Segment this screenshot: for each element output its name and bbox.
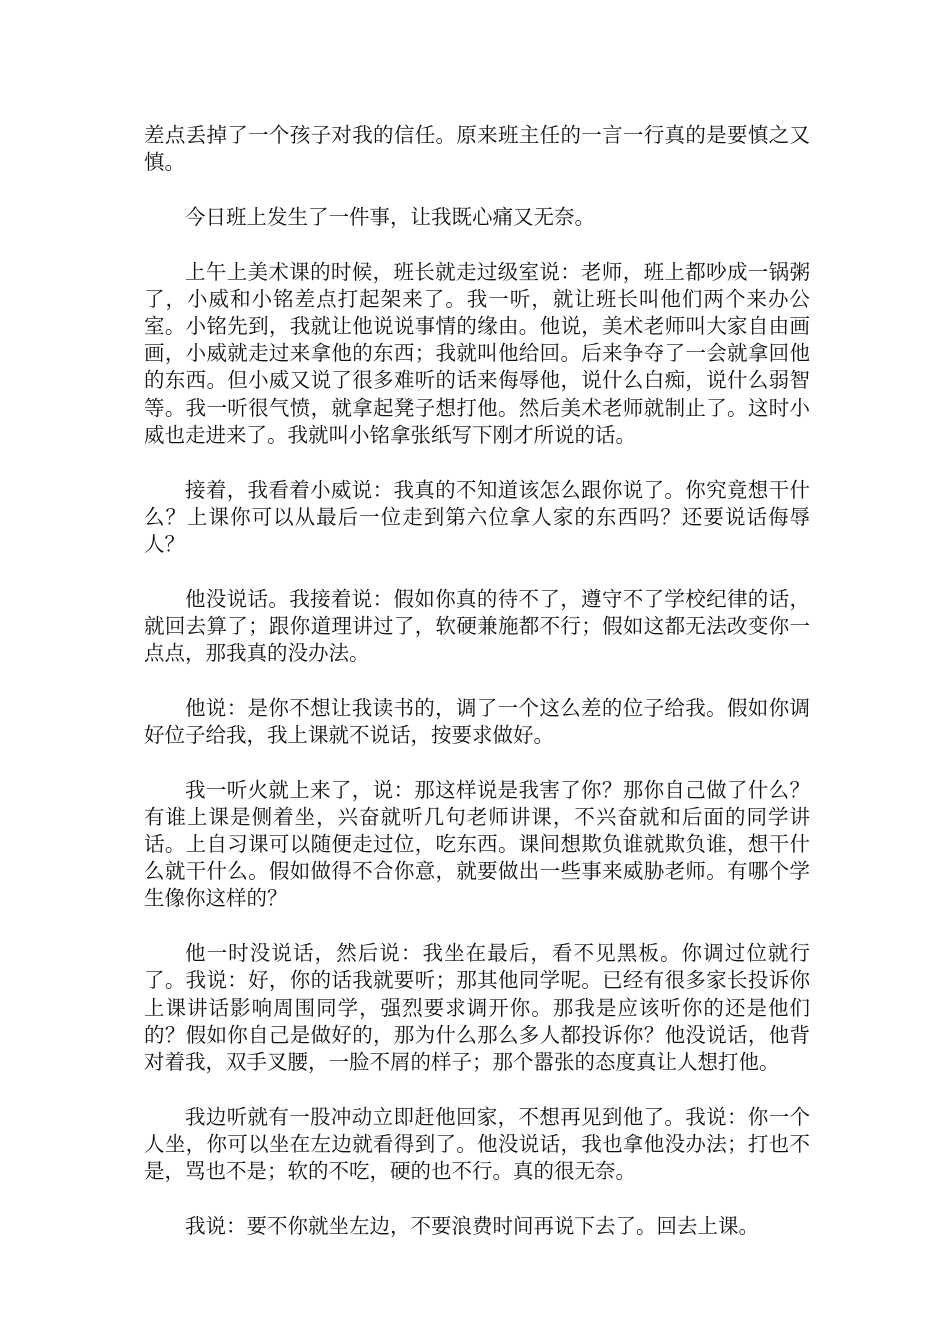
document-body — [144, 122, 810, 1268]
paragraph-6: 他说：是你不想让我读书的，调了一个这么差的位子给我。假如你调好位子给我，我上课就不说话，按要求做好。 — [144, 695, 810, 747]
paragraph-3: 上午上美术课的时候，班长就走过级室说：老师，班上都吵成一锅粥了，小威和小铭差点打起架来了。我一听，就让班长叫他们两个来办公室。小铭先到，我就让他说说事情的缘由。他说，美术老师叫大家自由画画，小威就走过来拿他的东西；我就叫他给回。后来争夺了一会就拿回他的东西。但小威又说了很多难听的话来侮辱他，说什么白痴，说什么弱智等。我一听很气愤，就拿起凳子想打他。然后美术老师就制止了。这时小威也走进来了。我就叫小铭拿张纸写下刚才所说的话。 — [144, 259, 810, 447]
paragraph-1: 差点丢掉了一个孩子对我的信任。原来班主任的一言一行真的是要慎之又慎。 — [144, 123, 810, 175]
paragraph-9: 我边听就有一股冲动立即赶他回家，不想再见到他了。我说：你一个人坐，你可以坐在左边就看得到了。他没说话，我也拿他没办法；打也不是，骂也不是；软的不吃，硬的也不行。真的很无奈。 — [144, 1104, 810, 1184]
paragraph-4: 接着，我看着小威说：我真的不知道该怎么跟你说了。你究竟想干什么？上课你可以从最后一位走到第六位拿人家的东西吗？还要说话侮辱人？ — [144, 477, 810, 556]
paragraph-10: 我说：要不你就坐左边，不要浪费时间再说下去了。回去上课。 — [185, 1213, 759, 1238]
paragraph-5: 他没说话。我接着说：假如你真的待不了，遵守不了学校纪律的话，就回去算了；跟你道理讲过了，软硬兼施都不行；假如这都无法改变你一点点，那我真的没办法。 — [144, 586, 810, 666]
paragraph-7: 我一听火就上来了，说：那这样说是我害了你？那你自己做了什么？有谁上课是侧着坐，兴奋就听几句老师讲课，不兴奋就和后面的同学讲话。上自习课可以随便走过位，吃东西。课间想欺负谁就欺负谁，想干什么就干什么。假如做得不合你意，就要做出一些事来威胁老师。有哪个学生像你这样的？ — [144, 777, 810, 911]
paragraph-2: 今日班上发生了一件事，让我既心痛又无奈。 — [185, 204, 595, 229]
paragraph-8: 他一时没说话，然后说：我坐在最后，看不见黑板。你调过位就行了。我说：好，你的话我就要听；那其他同学呢。已经有很多家长投诉你上课讲话影响周围同学，强烈要求调开你。那我是应该听你的还是他们的？假如你自己是做好的，那为什么那么多人都投诉你？他没说话，他背对着我，双手叉腰，一脸不屑的样子；那个嚣张的态度真让人想打他。 — [144, 941, 810, 1074]
